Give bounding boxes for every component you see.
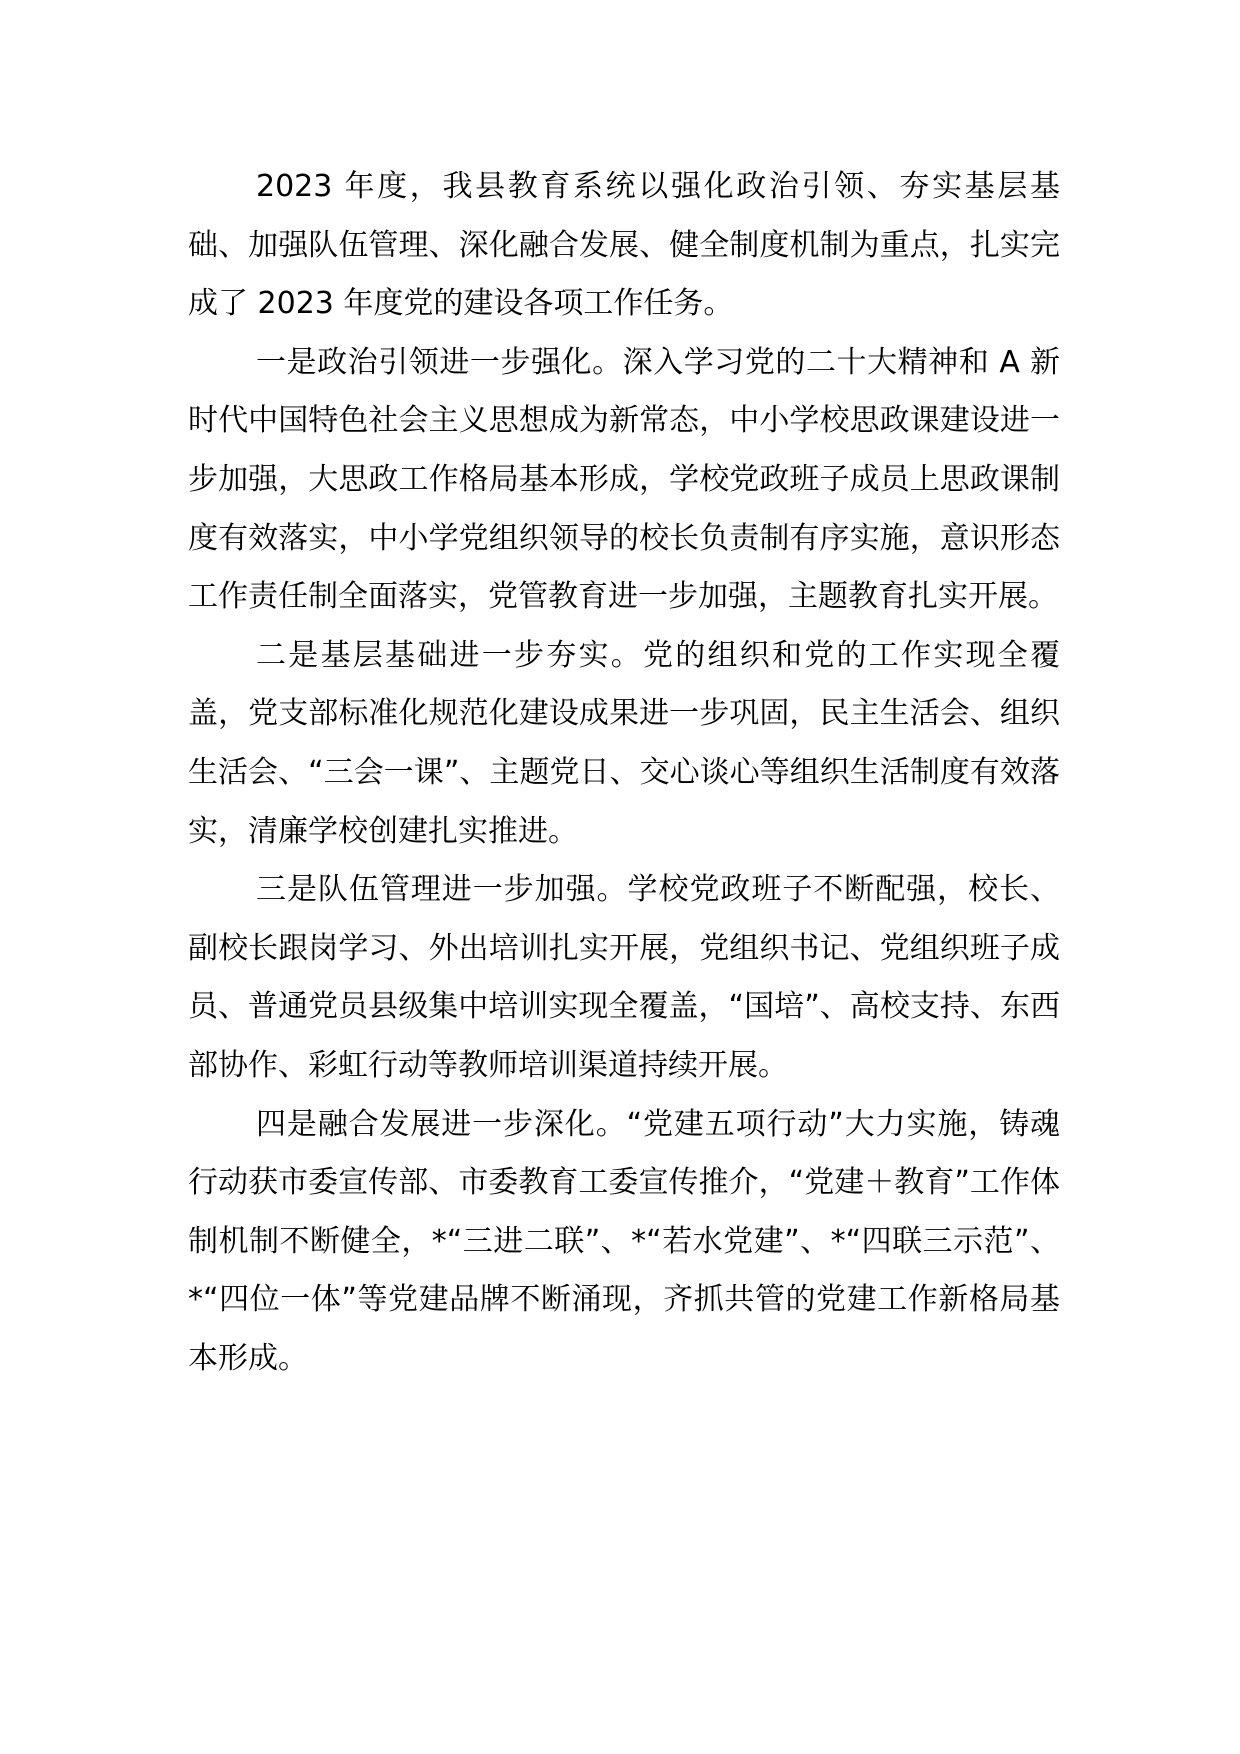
document-body [188, 158, 1060, 1388]
paragraph-integrated-development: 四是融合发展进一步深化。“党建五项行动”大力实施，铸魂行动获市委宣传部、市委教育工委宣传推介，“党建＋教育”工作体制机制不断健全，*“三进二联”、*“若水党建”、*“四联三示范”、*“四位一体”等党建品牌不断涌现，齐抓共管的党建工作新格局基本形成。 [188, 1106, 1060, 1376]
paragraph-team-management: 三是队伍管理进一步加强。学校党政班子不断配强，校长、副校长跟岗学习、外出培训扎实开展，党组织书记、党组织班子成员、普通党员县级集中培训实现全覆盖，“国培”、高校支持、东西部协作、彩虹行动等教师培训渠道持续开展。 [188, 872, 1060, 1083]
paragraph-political-guidance: 一是政治引领进一步强化。深入学习党的二十大精神和 A 新时代中国特色社会主义思想成为新常态，中小学校思政课建设进一步加强，大思政工作格局基本形成，学校党政班子成员上思政课制度有效落实，中小学党组织领导的校长负责制有序实施，意识形态工作责任制全面落实，党管教育进一步加强，主题教育扎实开展。 [188, 344, 1060, 615]
paragraph-intro: 2023 年度，我县教育系统以强化政治引领、夯实基层基础、加强队伍管理、深化融合发展、健全制度机制为重点，扎实完成了 2023 年度党的建设各项工作任务。 [188, 169, 1060, 322]
paragraph-grassroots-foundation: 二是基层基础进一步夯实。党的组织和党的工作实现全覆盖，党支部标准化规范化建设成果进一步巩固，民主生活会、组织生活会、“三会一课”、主题党日、交心谈心等组织生活制度有效落实，清廉学校创建扎实推进。 [188, 637, 1060, 849]
